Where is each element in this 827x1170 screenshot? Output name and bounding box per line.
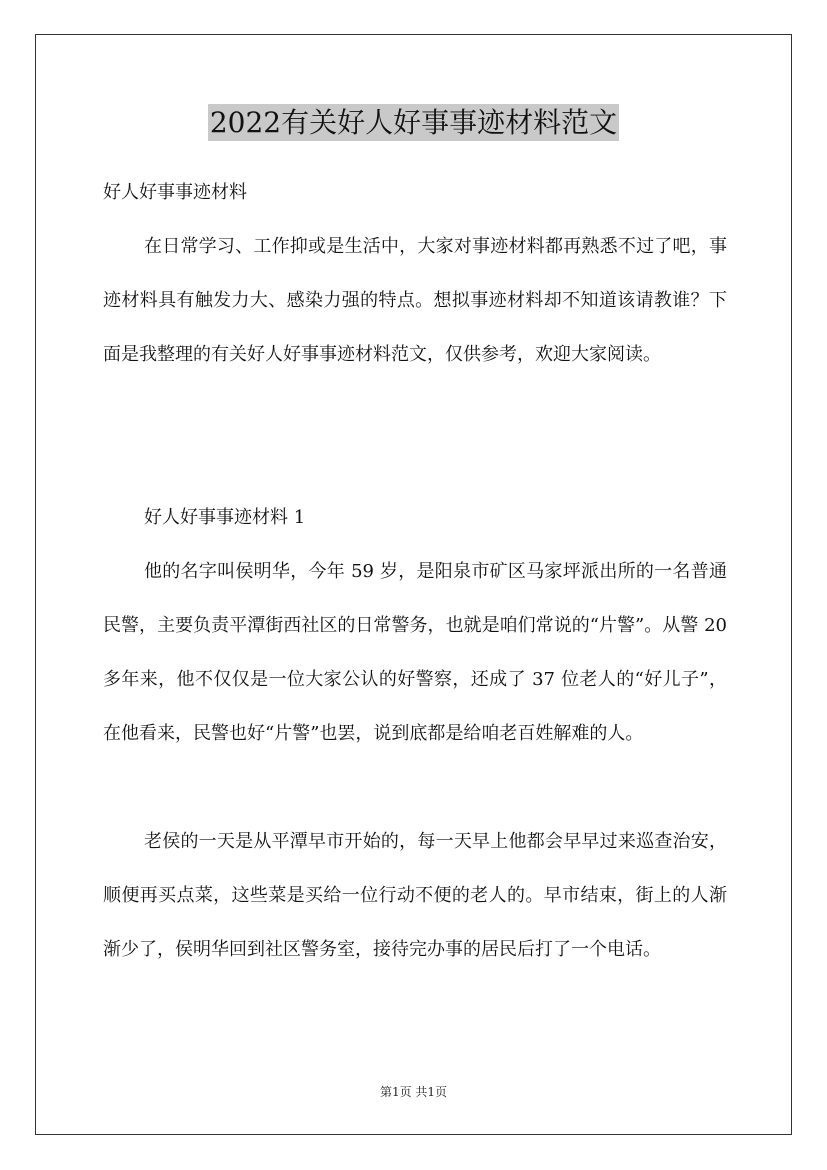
document-subtitle: 好人好事事迹材料 [103, 182, 247, 203]
body-paragraph-1: 他的名字叫侯明华，今年 59 岁，是阳泉市矿区马家坪派出所的一名普通民警，主要负责平潭街西社区的日常警务，也就是咱们常说的“片警”。从警 20 多年来，他不仅仅是一位大家公认的好警察，还成了 37 位老人的“好儿子”，在他看来，民警也好“片警”也罢，说到底都是给咱老百姓解难的人。 [103, 561, 727, 744]
page-footer: 第1页 共1页 [379, 1085, 448, 1099]
body-paragraph-2: 老侯的一天是从平潭早市开始的，每一天早上他都会早早过来巡查治安，顺便再买点菜，这些菜是买给一位行动不便的老人的。早市结束，街上的人渐渐少了，侯明华回到社区警务室，接待完办事的居民后打了一个电话。 [103, 831, 727, 960]
intro-paragraph: 在日常学习、工作抑或是生活中，大家对事迹材料都再熟悉不过了吧，事迹材料具有触发力大、感染力强的特点。想拟事迹材料却不知道该请教谁？下面是我整理的有关好人好事事迹材料范文，仅供参考，欢迎大家阅读。 [103, 236, 727, 365]
document-title-text: 2022有关好人好事事迹材料范文 [209, 106, 618, 139]
document-title [0, 98, 827, 148]
section-heading: 好人好事事迹材料 1 [144, 507, 306, 528]
